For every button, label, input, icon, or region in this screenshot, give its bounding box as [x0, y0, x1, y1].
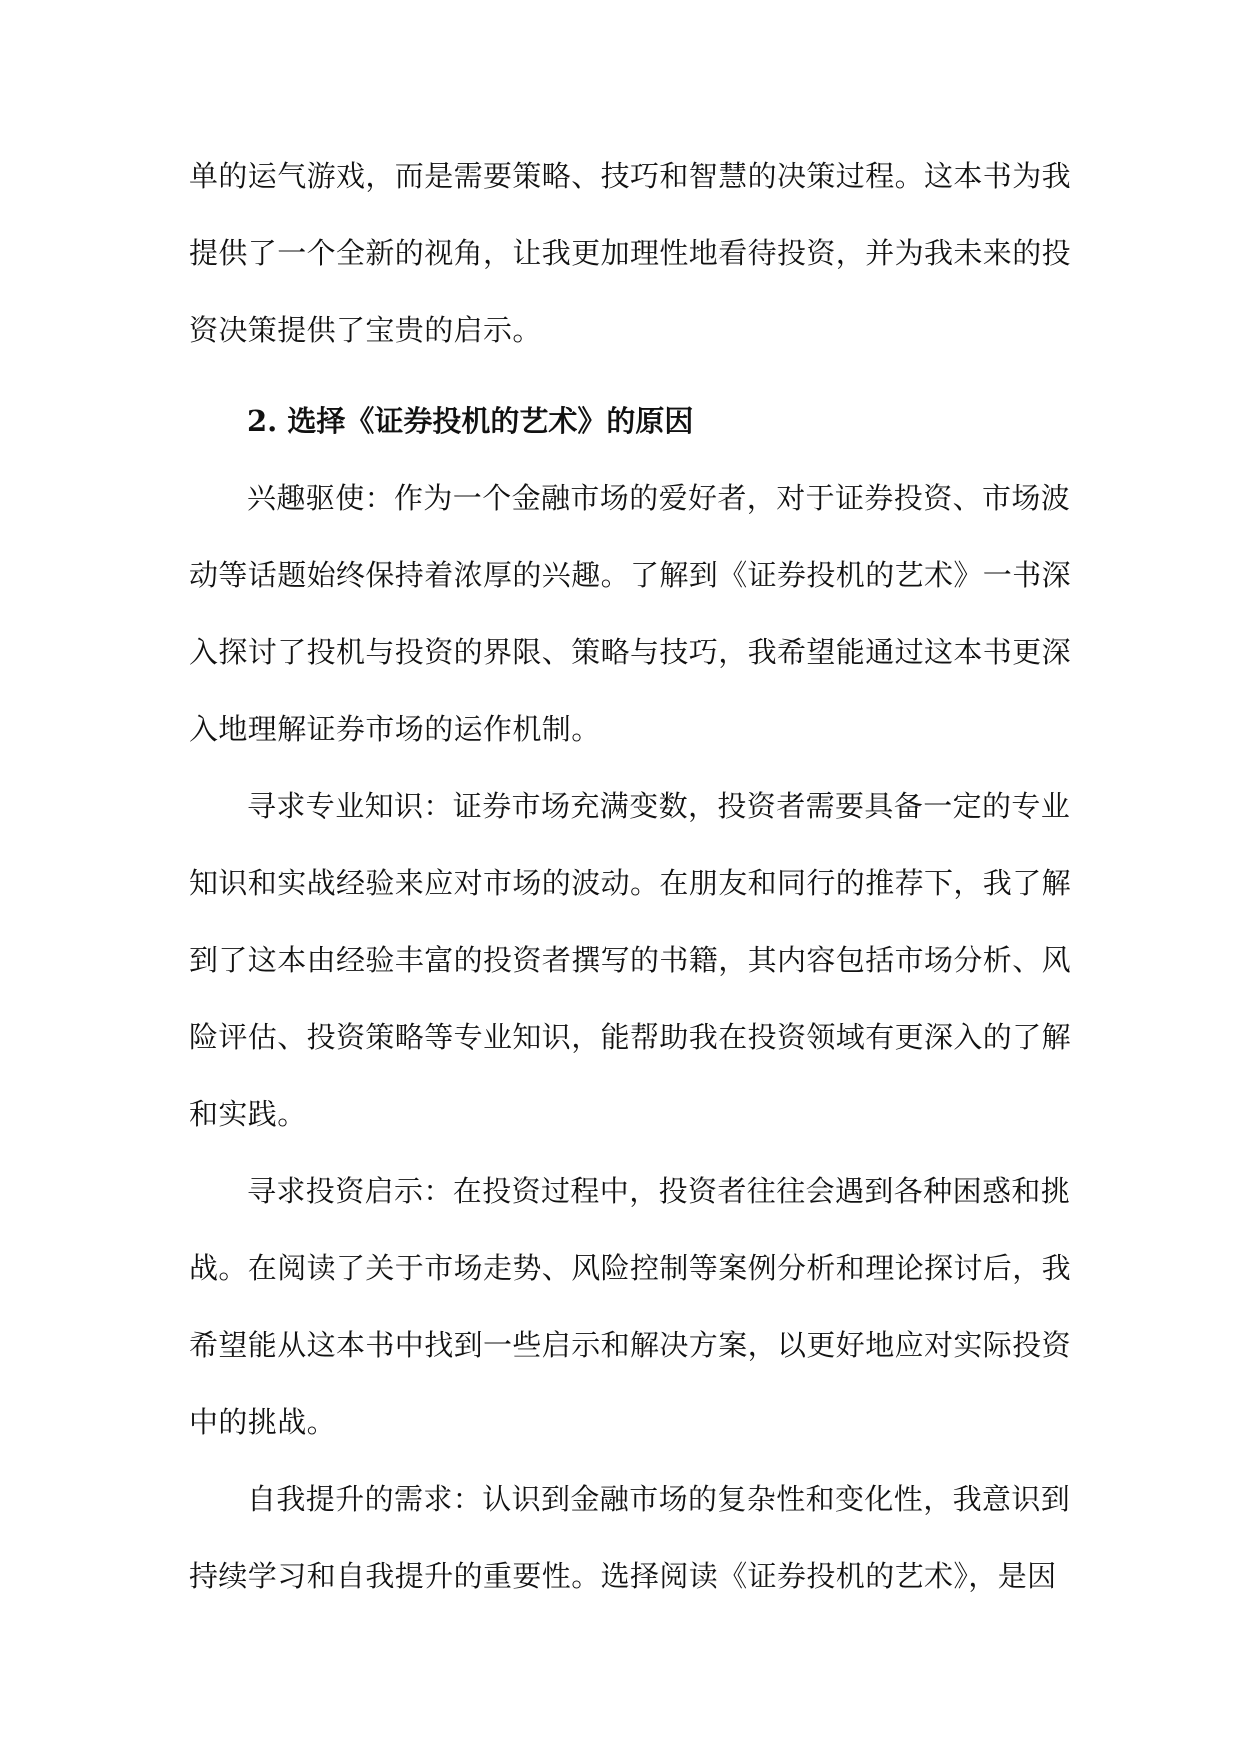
text-line: 寻求投资启示：在投资过程中，投资者往往会遇到各种困惑和挑 — [247, 1174, 1071, 1208]
paragraph-interest — [189, 460, 1072, 768]
section-heading: 2. 选择《证券投机的艺术》的原因 — [247, 404, 694, 438]
text-line: 知识和实战经验来应对市场的波动。在朋友和同行的推荐下，我了解 — [189, 866, 1072, 900]
paragraph-self-improvement — [189, 1461, 1071, 1615]
text-line: 持续学习和自我提升的重要性。选择阅读《证券投机的艺术》，是因 — [189, 1559, 1057, 1593]
paragraph-knowledge — [189, 768, 1072, 1153]
text-line: 单的运气游戏，而是需要策略、技巧和智慧的决策过程。这本书为我 — [189, 159, 1072, 193]
text-line: 险评估、投资策略等专业知识，能帮助我在投资领域有更深入的了解 — [189, 1020, 1072, 1054]
text-line: 入探讨了投机与投资的界限、策略与技巧，我希望能通过这本书更深 — [189, 635, 1072, 669]
paragraph-inspiration — [189, 1153, 1072, 1461]
text-line: 自我提升的需求：认识到金融市场的复杂性和变化性，我意识到 — [247, 1482, 1071, 1516]
text-line: 和实践。 — [189, 1097, 307, 1131]
intro-paragraph — [189, 138, 1072, 369]
text-line: 中的挑战。 — [189, 1405, 337, 1439]
text-line: 兴趣驱使：作为一个金融市场的爱好者，对于证券投资、市场波 — [247, 481, 1071, 515]
text-line: 资决策提供了宝贵的启示。 — [189, 313, 542, 347]
text-line: 希望能从这本书中找到一些启示和解决方案，以更好地应对实际投资 — [189, 1328, 1072, 1362]
text-line: 到了这本由经验丰富的投资者撰写的书籍，其内容包括市场分析、风 — [189, 943, 1072, 977]
text-line: 入地理解证券市场的运作机制。 — [189, 712, 601, 746]
document-body — [189, 138, 1072, 1615]
text-line: 提供了一个全新的视角，让我更加理性地看待投资，并为我未来的投 — [189, 236, 1072, 270]
text-line: 战。在阅读了关于市场走势、风险控制等案例分析和理论探讨后，我 — [189, 1251, 1072, 1285]
text-line: 寻求专业知识：证券市场充满变数，投资者需要具备一定的专业 — [247, 789, 1071, 823]
text-line: 动等话题始终保持着浓厚的兴趣。了解到《证券投机的艺术》一书深 — [189, 558, 1072, 592]
